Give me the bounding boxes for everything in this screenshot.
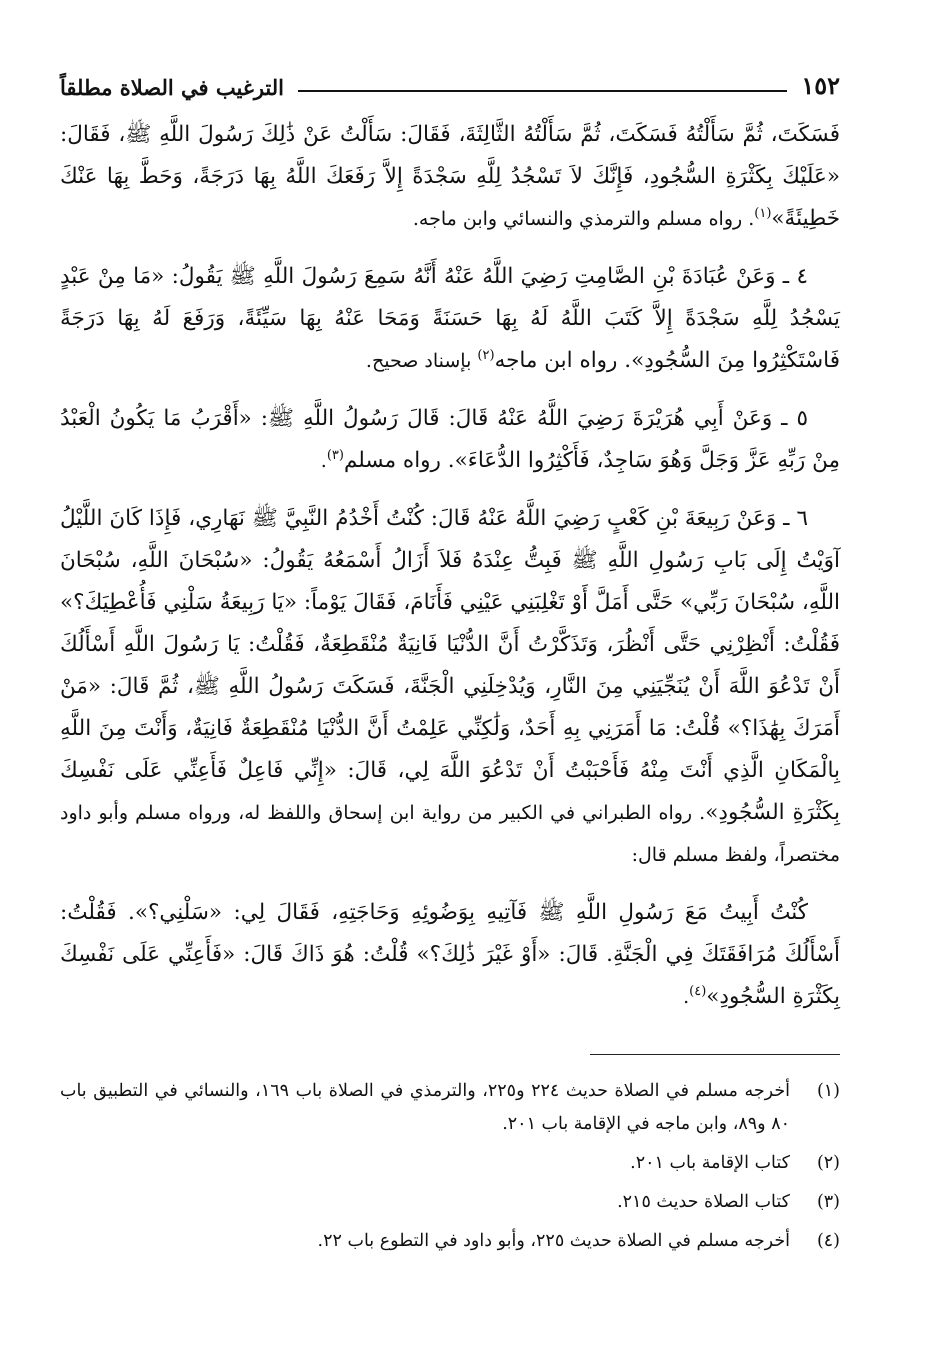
page-header — [60, 62, 840, 100]
footnotes — [60, 1075, 840, 1258]
footnote-3 — [60, 1186, 840, 1219]
footnote-text: أخرجه مسلم في الصلاة حديث ٢٢٥، وأبو داود في التطوع باب ٢٢. — [317, 1231, 790, 1251]
source-note: . رواه الطبراني في الكبير من رواية ابن إسحاق واللفظ له، ورواه مسلم وأبو داود مختصراً، ولفظ مسلم قال: — [60, 802, 840, 866]
footnote-ref: (٤) — [689, 983, 707, 999]
paragraph-hadith-4 — [60, 256, 840, 382]
hadith-text: كُنْتُ أَبِيتُ مَعَ رَسُولِ اللَّهِ ﷺ فَآتِيهِ بِوَضُوئِهِ وَحَاجَتِهِ، فَقَالَ لِي: «سَلْنِي؟». فَقُلْتُ: أَسْأَلُكَ مُرَافَقَتَكَ فِي الْجَنَّةِ. قَالَ: «أَوْ غَيْرَ ذَٰلِكَ؟» قُلْتُ: هُوَ ذَاكَ قَالَ: «فَأَعِنِّي عَلَى نَفْسِكَ بِكَثْرَةِ السُّجُودِ» — [60, 900, 840, 1009]
header-rule — [298, 90, 787, 92]
hadith-text: ٥ ـ وَعَنْ أَبِي هُرَيْرَةَ رَضِيَ اللَّهُ عَنْهُ قَالَ: قَالَ رَسُولُ اللَّهِ ﷺ: «أَقْرَبُ مَا يَكُونُ الْعَبْدُ مِنْ رَبِّهِ عَزَّ وَجَلَّ وَهُوَ سَاجِدٌ، فَأَكْثِرُوا الدُّعَاءَ». رواه مسلم — [60, 406, 840, 473]
footnote-number: (١) — [816, 1081, 840, 1101]
paragraph-hadith-6 — [60, 498, 840, 876]
footnote-ref: (١) — [754, 205, 772, 221]
page-number: ١٥٢ — [801, 71, 840, 100]
running-title: الترغيب في الصلاة مطلقاً — [60, 75, 284, 100]
footnote-text: كتاب الإقامة باب ٢٠١. — [630, 1153, 790, 1173]
footnote-2 — [60, 1147, 840, 1180]
footnote-number: (٣) — [816, 1192, 840, 1212]
book-page — [60, 62, 840, 1264]
paragraph-continuation — [60, 114, 840, 240]
footnote-1 — [60, 1075, 840, 1141]
source-note: بإسناد صحيح. — [365, 350, 478, 372]
footnote-ref: (٣) — [326, 447, 344, 463]
hadith-text: ٦ ـ وَعَنْ رَبِيعَةَ بْنِ كَعْبٍ رَضِيَ اللَّهُ عَنْهُ قَالَ: كُنْتُ أَخْدُمُ النَّبِيَّ ﷺ نَهَارِي، فَإِذَا كَانَ اللَّيْلُ آوَيْتُ إِلَى بَابِ رَسُولِ اللَّهِ ﷺ فَبِتُّ عِنْدَهُ فَلاَ أَزَالُ أَسْمَعُهُ يَقُولُ: «سُبْحَانَ اللَّهِ، سُبْحَانَ اللَّهِ، سُبْحَانَ رَبِّي» حَتَّى أَمَلَّ أَوْ تَغْلِبَنِي عَيْنِي فَأَنَامَ، فَقَالَ يَوْماً: «يَا رَبِيعَةُ سَلْنِي فَأُعْطِيَكَ؟» فَقُلْتُ: أَنْظِرْنِي حَتَّى أَنْظُرَ، وَتَذَكَّرْتُ أَنَّ الدُّنْيَا فَانِيَةٌ مُنْقَطِعَةٌ، فَقُلْتُ: يَا رَسُولَ اللَّهِ أَسْأَلُكَ أَنْ تَدْعُوَ اللَّهَ أَنْ يُنَجِّيَنِي مِنَ النَّارِ، وَيُدْخِلَنِي الْجَنَّةَ، فَسَكَتَ رَسُولُ اللَّهِ ﷺ، ثُمَّ قَالَ: «مَنْ أَمَرَكَ بِهَٰذَا؟» قُلْتُ: مَا أَمَرَنِي بِهِ أَحَدٌ، وَلَٰكِنِّي عَلِمْتُ أَنَّ الدُّنْيَا مُنْقَطِعَةٌ فَانِيَةٌ، وَأَنْتَ مِنَ اللَّهِ بِالْمَكَانِ الَّذِي أَنْتَ مِنْهُ فَأَحْبَبْتُ أَنْ تَدْعُوَ اللَّهَ لِي، قَالَ: «إِنِّي فَاعِلٌ فَأَعِنِّي عَلَى نَفْسِكَ بِكَثْرَةِ السُّجُودِ» — [60, 506, 840, 825]
footnote-number: (٤) — [816, 1231, 840, 1251]
footnote-text: كتاب الصلاة حديث ٢١٥. — [617, 1192, 790, 1212]
source-note: . — [320, 450, 327, 472]
paragraph-hadith-5 — [60, 398, 840, 482]
main-text — [60, 114, 840, 1018]
footnote-4 — [60, 1225, 840, 1258]
footnote-text: أخرجه مسلم في الصلاة حديث ٢٢٤ و٢٢٥، والترمذي في الصلاة باب ١٦٩، والنسائي في التطبيق باب ٨٠ و٨٩، وابن ماجه في الإقامة باب ٢٠١. — [60, 1081, 791, 1134]
footnote-number: (٢) — [816, 1153, 840, 1173]
footnotes-separator — [590, 1054, 840, 1055]
source-note: . رواه مسلم والترمذي والنسائي وابن ماجه. — [412, 208, 755, 230]
hadith-text: فَسَكَتَ، ثُمَّ سَأَلْتُهُ فَسَكَتَ، ثُمَّ سَأَلْتُهُ الثَّالِثَةَ، فَقَالَ: سَأَلْتُ عَنْ ذَٰلِكَ رَسُولَ اللَّهِ ﷺ، فَقَالَ: «عَلَيْكَ بِكَثْرَةِ السُّجُودِ، فَإِنَّكَ لاَ تَسْجُدُ لِلَّهِ سَجْدَةً إِلاَّ رَفَعَكَ اللَّهُ بِهَا دَرَجَةً، وَحَطَّ بِهَا عَنْكَ خَطِيئَةً» — [60, 122, 840, 231]
source-note: . — [683, 986, 690, 1008]
hadith-text: ٤ ـ وَعَنْ عُبَادَةَ بْنِ الصَّامِتِ رَضِيَ اللَّهُ عَنْهُ أَنَّهُ سَمِعَ رَسُولَ اللَّهِ ﷺ يَقُولُ: «مَا مِنْ عَبْدٍ يَسْجُدُ لِلَّهِ سَجْدَةً إِلاَّ كَتَبَ اللَّهُ لَهُ بِهَا حَسَنَةً وَمَحَا عَنْهُ بِهَا سَيِّئَةً، وَرَفَعَ لَهُ بِهَا دَرَجَةً فَاسْتَكْثِرُوا مِنَ السُّجُودِ». رواه ابن ماجه — [60, 264, 840, 373]
paragraph-muslim-wording — [60, 892, 840, 1018]
footnote-ref: (٢) — [477, 347, 495, 363]
